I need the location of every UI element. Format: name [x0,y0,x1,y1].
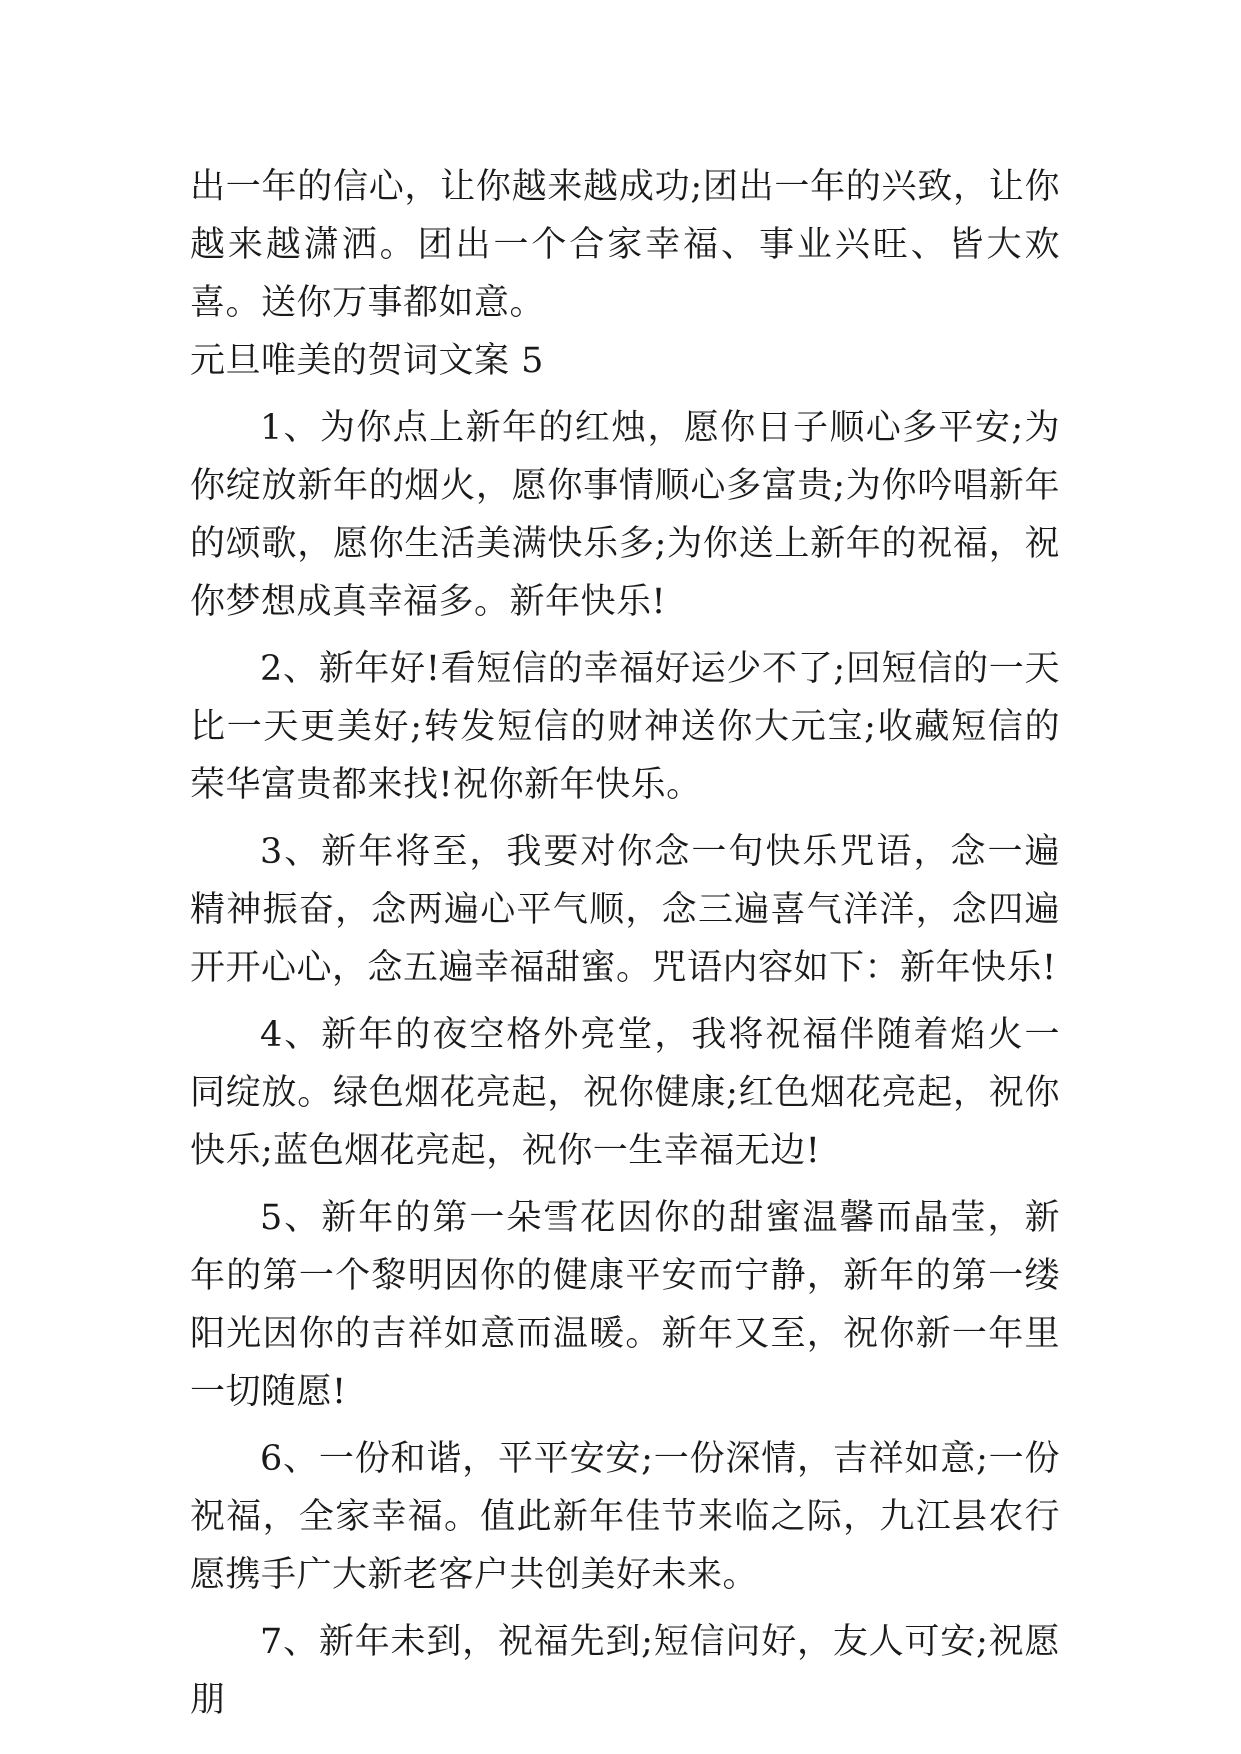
paragraph-4: 4、新年的夜空格外亮堂，我将祝福伴随着焰火一同绽放。绿色烟花亮起，祝你健康;红色烟花亮起，祝你快乐;蓝色烟花亮起，祝你一生幸福无边! [190,1015,1060,1171]
paragraph-1: 1、为你点上新年的红烛，愿你日子顺心多平安;为你绽放新年的烟火，愿你事情顺心多富贵;为你吟唱新年的颂歌，愿你生活美满快乐多;为你送上新年的祝福，祝你梦想成真幸福多。新年快乐! [190,408,1060,622]
intro-paragraph: 出一年的信心，让你越来越成功;团出一年的兴致，让你越来越潇洒。团出一个合家幸福、事业兴旺、皆大欢喜。送你万事都如意。 [190,167,1060,323]
section-heading: 元旦唯美的贺词文案 5 [190,341,544,381]
paragraph-3: 3、新年将至，我要对你念一句快乐咒语，念一遍精神振奋，念两遍心平气顺，念三遍喜气洋洋，念四遍开开心心，念五遍幸福甜蜜。咒语内容如下：新年快乐! [190,832,1060,988]
paragraph-6: 6、一份和谐，平平安安;一份深情，吉祥如意;一份祝福，全家幸福。值此新年佳节来临之际，九江县农行愿携手广大新老客户共创美好未来。 [190,1439,1060,1595]
paragraph-7: 7、新年未到，祝福先到;短信问好，友人可安;祝愿朋 [190,1622,1060,1720]
paragraph-2: 2、新年好!看短信的幸福好运少不了;回短信的一天比一天更美好;转发短信的财神送你大元宝;收藏短信的荣华富贵都来找!祝你新年快乐。 [190,649,1060,805]
document-body [190,158,1060,1729]
paragraph-5: 5、新年的第一朵雪花因你的甜蜜温馨而晶莹，新年的第一个黎明因你的健康平安而宁静，新年的第一缕阳光因你的吉祥如意而温暖。新年又至，祝你新一年里一切随愿! [190,1198,1060,1412]
